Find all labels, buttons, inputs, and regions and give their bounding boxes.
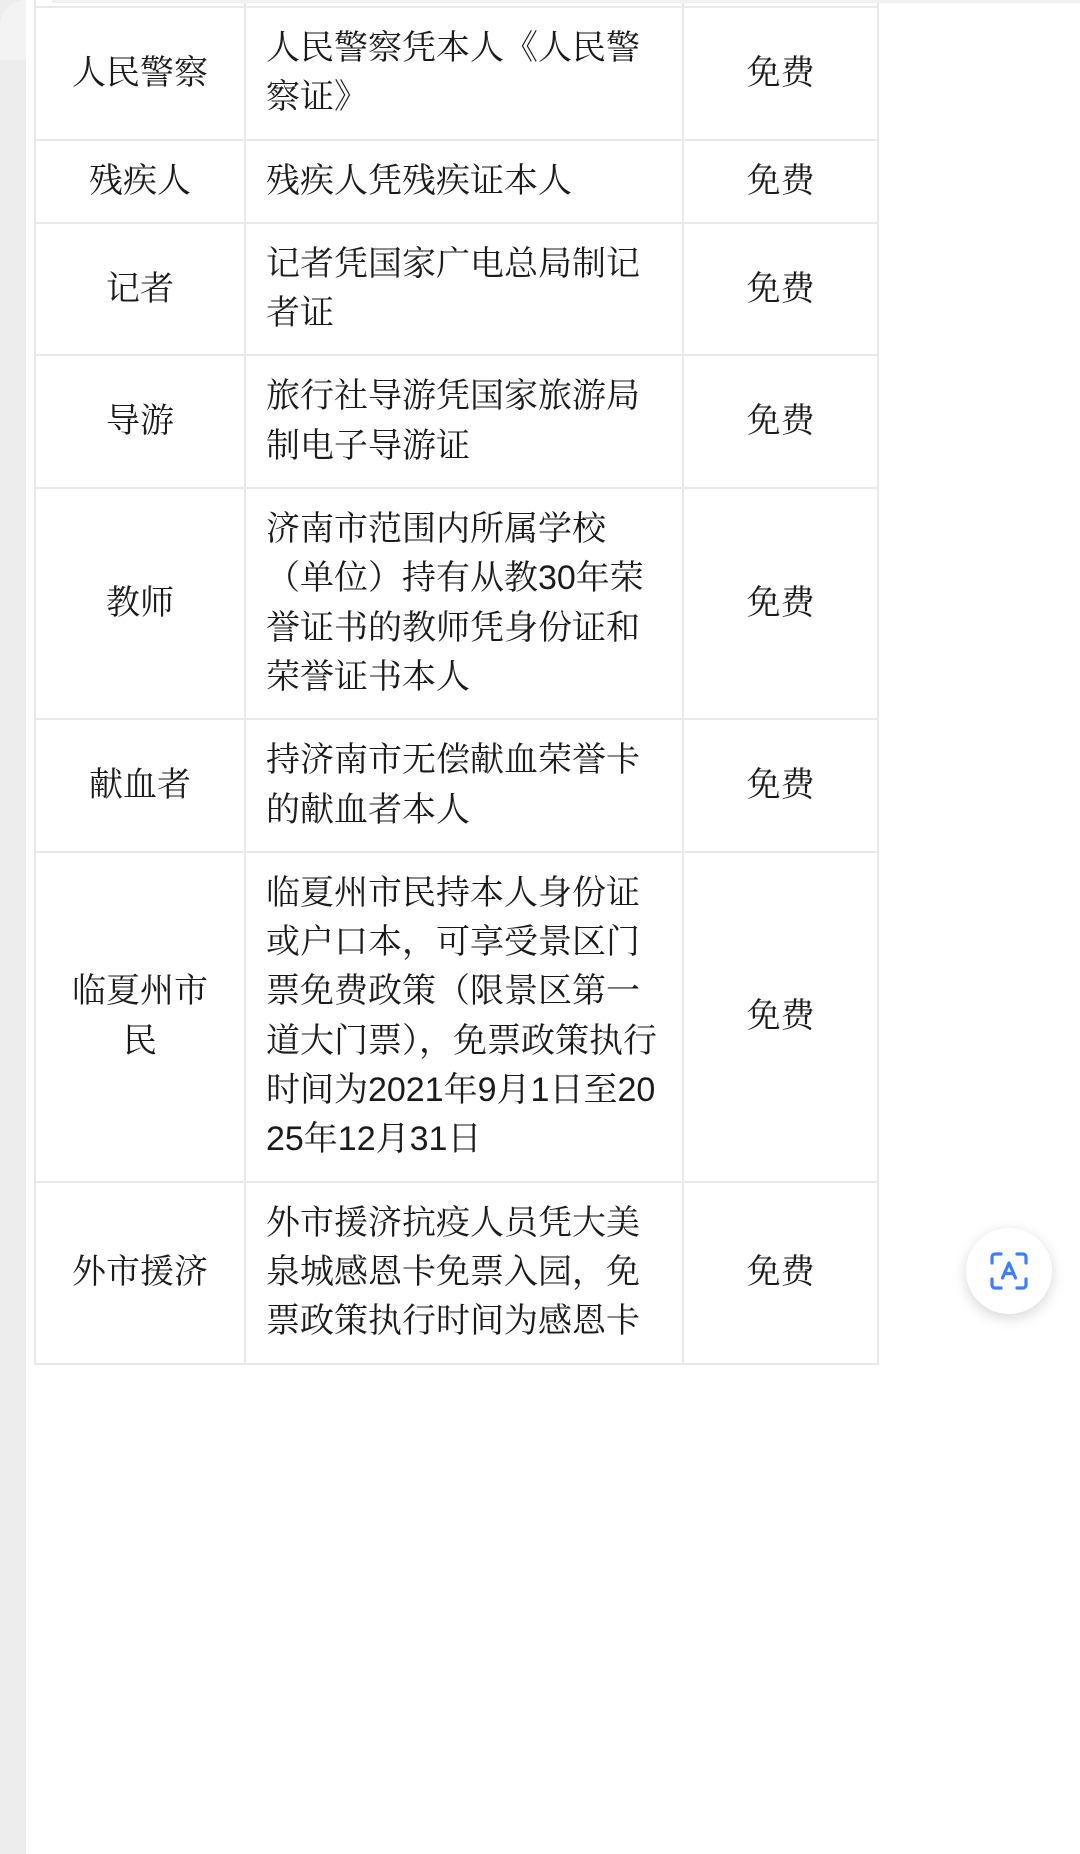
table-row (35, 1182, 878, 1364)
table-row (35, 355, 878, 488)
cell-price: 免费 (683, 719, 878, 852)
cell-price: 免费 (683, 223, 878, 356)
cell-category: 导游 (35, 355, 245, 488)
cell-category: 临夏州市民 (35, 852, 245, 1182)
cell-description: 济南市范围内所属学校（单位）持有从教30年荣誉证书的教师凭身份证和荣誉证书本人 (245, 488, 683, 719)
cell-category: 教师 (35, 488, 245, 719)
table-row (35, 7, 878, 140)
cell-price: 免费 (683, 1182, 878, 1364)
scan-text-icon (986, 1248, 1032, 1294)
page-stack-edge (0, 0, 26, 1854)
cell-description: 残疾人凭残疾证本人 (245, 140, 683, 223)
cell-price: 免费 (683, 355, 878, 488)
cell-description: 外市援济抗疫人员凭大美泉城感恩卡免票入园，免票政策执行时间为感恩卡 (245, 1182, 683, 1364)
table-row (35, 223, 878, 356)
cell-category: 残疾人 (35, 140, 245, 223)
ticket-discount-table (34, 0, 879, 1365)
cell-price: 免费 (683, 140, 878, 223)
cell-category: 献血者 (35, 719, 245, 852)
scan-text-fab[interactable] (966, 1228, 1052, 1314)
cell-description: 临夏州市民持本人身份证或户口本，可享受景区门票免费政策（限景区第一道大门票），免票政策执行时间为2021年9月1日至2025年12月31日 (245, 852, 683, 1182)
cell-price: 免费 (683, 488, 878, 719)
table-row (35, 852, 878, 1182)
cell-category: 人民警察 (35, 7, 245, 140)
table-row (35, 719, 878, 852)
cell-description: 旅行社导游凭国家旅游局制电子导游证 (245, 355, 683, 488)
scroll-top-divider (52, 0, 1080, 3)
cell-description: 人民警察凭本人《人民警察证》 (245, 7, 683, 140)
cell-description: 持济南市无偿献血荣誉卡的献血者本人 (245, 719, 683, 852)
cell-category: 记者 (35, 223, 245, 356)
table-row (35, 488, 878, 719)
article-content-sheet (26, 0, 1080, 1854)
cell-description: 记者凭国家广电总局制记者证 (245, 223, 683, 356)
table-row (35, 140, 878, 223)
cell-category: 外市援济 (35, 1182, 245, 1364)
cell-price: 免费 (683, 852, 878, 1182)
cell-price: 免费 (683, 7, 878, 140)
